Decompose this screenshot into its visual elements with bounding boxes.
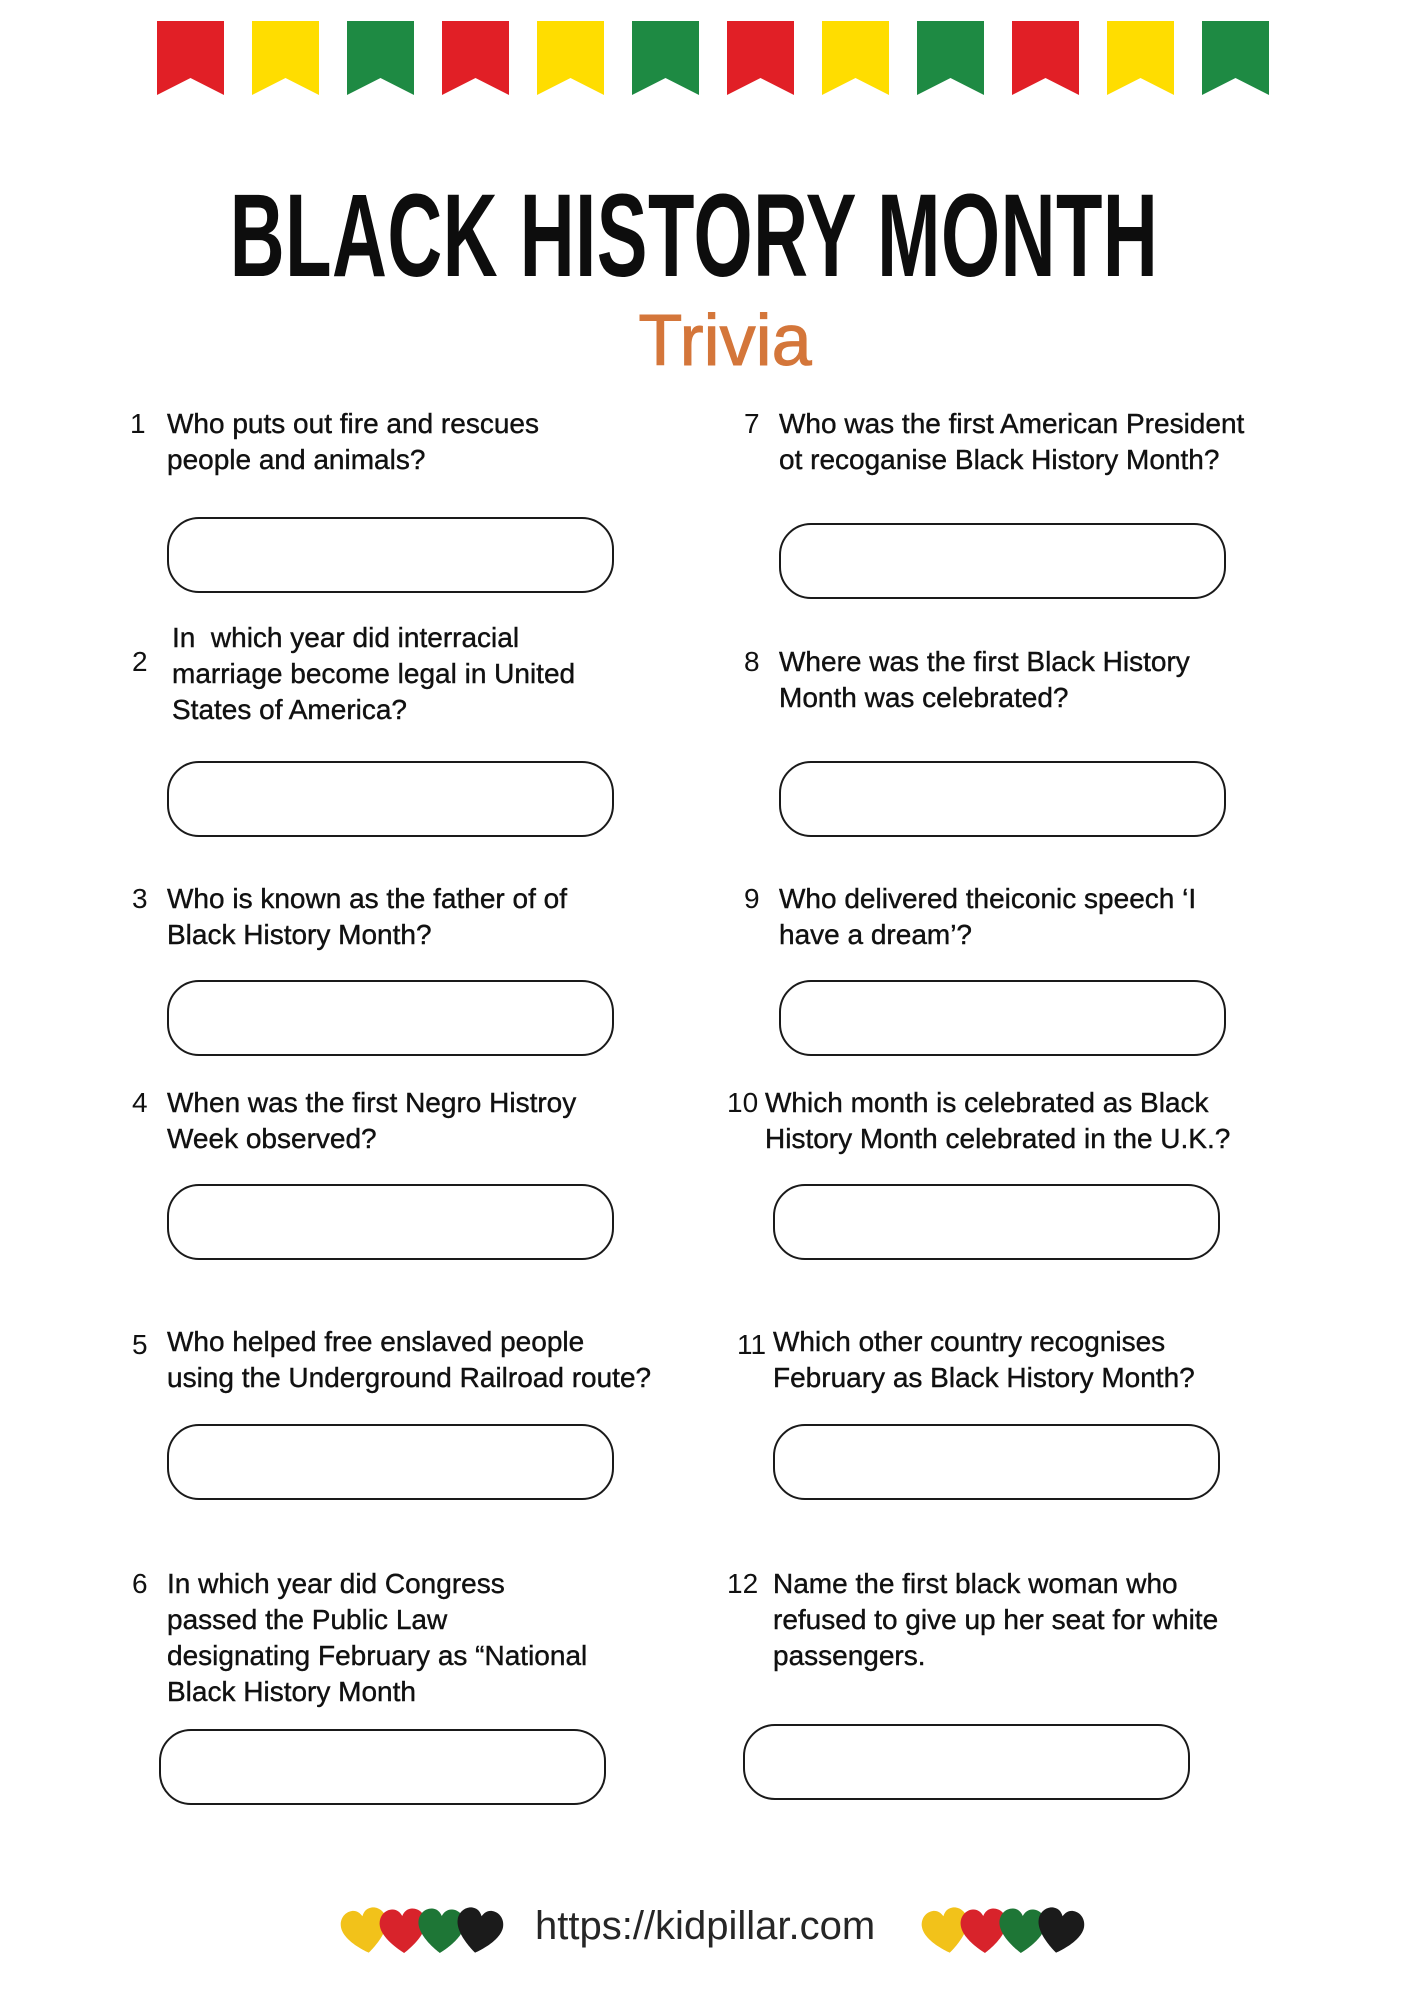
question-text-line: Name the first black woman who [773,1568,1178,1599]
answer-field[interactable] [773,1424,1220,1500]
question-text-line: using the Underground Railroad route? [167,1362,652,1393]
question-text [779,406,1244,478]
question-text-line: Who puts out fire and rescues [167,408,539,439]
question-text-line: Black History Month? [167,919,432,950]
heart-icon [417,1908,465,1954]
question-text-line: Week observed? [167,1123,377,1154]
question-text [773,1566,1218,1674]
question-number: 12 [727,1568,759,1599]
question-number: 9 [744,883,760,914]
heart-icon [998,1908,1046,1954]
question-number: 2 [132,646,148,677]
question-text-line: Who was the first American President [779,408,1245,439]
question-text-line: States of America? [172,694,408,725]
question-number: 8 [744,646,760,677]
question-text [167,406,539,478]
bunting-flag [537,21,604,95]
question-text [779,881,1196,953]
bunting-flag [632,21,699,95]
question-text-line: Where was the first Black History [779,646,1190,677]
heart-icon [1034,1905,1087,1956]
question-text-line: February as Black History Month? [773,1362,1195,1393]
question-number: 3 [132,883,148,914]
question-text-line: Which other country recognises [773,1326,1166,1357]
question-text-line: people and animals? [167,444,426,475]
answer-field[interactable] [773,1184,1220,1260]
answer-field[interactable] [167,761,614,837]
bunting-flag [822,21,889,95]
question-text-line: In which year did Congress [167,1568,505,1599]
question-text [773,1324,1195,1396]
question-number: 6 [132,1568,148,1599]
question-number: 1 [130,408,146,439]
bunting-flag [1202,21,1269,95]
bunting-flag [157,21,224,95]
answer-field[interactable] [779,980,1226,1056]
bunting-banner [0,0,1414,110]
question-text-line: passed the Public Law [167,1604,448,1635]
answer-field[interactable] [167,1424,614,1500]
question-text [779,644,1190,716]
question-text-line: Month was celebrated? [779,682,1069,713]
question-text [172,620,575,728]
worksheet-subtitle: Trivia [638,301,812,381]
bunting-flag [442,21,509,95]
question-text-line: Who is known as the father of of [167,883,567,914]
question-text-line: designating February as “National [167,1640,588,1671]
question-number: 11 [737,1329,767,1360]
question-number: 10 [727,1087,759,1118]
question-number: 7 [744,408,760,439]
bunting-flag [1107,21,1174,95]
heart-icon [960,1908,1008,1954]
answer-field[interactable] [167,1184,614,1260]
question-text [167,1566,587,1710]
question-text [765,1085,1230,1157]
question-number: 5 [132,1329,148,1360]
answer-field[interactable] [167,517,614,593]
website-link[interactable]: https://kidpillar.com [535,1904,876,1948]
question-text-line: In which year did interracial [172,622,520,653]
worksheet-title: BLACK HISTORY MONTH [229,170,1159,303]
question-text [167,1085,576,1157]
question-text-line: refused to give up her seat for white [773,1604,1219,1635]
question-number: 4 [132,1087,148,1118]
question-text-line: History Month celebrated in the U.K.? [765,1123,1231,1154]
question-text [167,881,567,953]
question-text-line: ot recoganise Black History Month? [779,444,1220,475]
bunting-flag [917,21,984,95]
question-text-line: Who helped free enslaved people [167,1326,585,1357]
answer-field[interactable] [743,1724,1190,1800]
question-text-line: Who delivered theiconic speech ‘I [779,883,1197,914]
question-text-line: have a dream’? [779,919,973,950]
question-text-line: passengers. [773,1640,926,1671]
answer-field[interactable] [779,761,1226,837]
bunting-flag [1012,21,1079,95]
question-text-line: When was the first Negro Histroy [167,1087,577,1118]
question-text-line: Black History Month [167,1676,416,1707]
question-text-line: Which month is celebrated as Black [765,1087,1209,1118]
bunting-flag [727,21,794,95]
question-text [167,1324,651,1396]
heart-icon [453,1905,506,1956]
hearts-decoration-right [920,1905,1088,1957]
answer-field[interactable] [167,980,614,1056]
answer-field[interactable] [159,1729,606,1805]
bunting-flag [347,21,414,95]
answer-field[interactable] [779,523,1226,599]
bunting-flag [252,21,319,95]
question-text-line: marriage become legal in United [172,658,576,689]
heart-icon [379,1908,427,1954]
hearts-decoration-left [339,1905,507,1957]
